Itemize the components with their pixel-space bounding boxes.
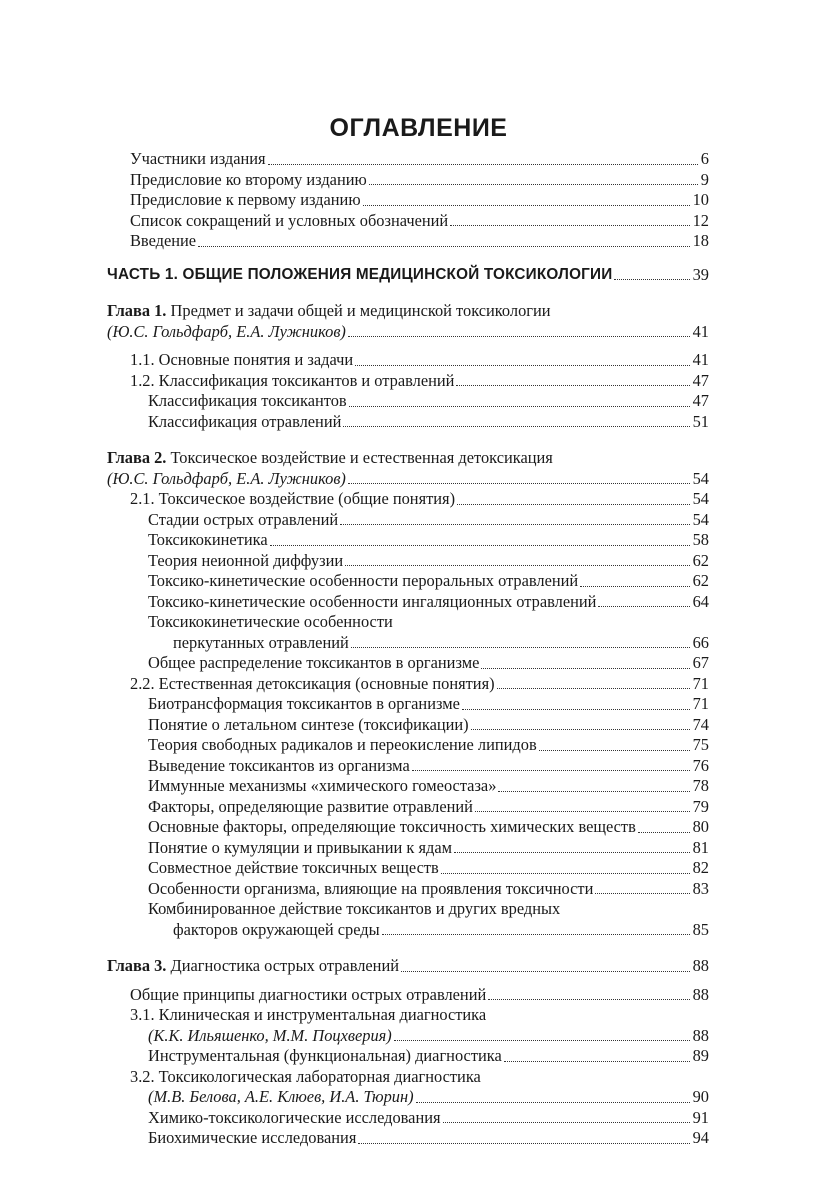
leader-dots [443, 1121, 690, 1123]
toc-entry[interactable]: Факторы, определяющие развитие отравлений 79 [148, 796, 709, 816]
toc-entry[interactable]: Биохимические исследования 94 [148, 1128, 709, 1147]
leader-dots [481, 667, 689, 669]
leader-dots [369, 183, 698, 185]
toc-entry[interactable]: Список сокращений и условных обозначений 12 [130, 210, 709, 230]
page-number: 88 [692, 956, 709, 975]
toc-entry[interactable]: Теория неионной диффузии 62 [148, 550, 709, 570]
page-number: 75 [692, 735, 709, 754]
toc-entry-line[interactable]: 3.1. Клиническая и инструментальная диагностика [130, 1005, 487, 1024]
toc-entry[interactable]: Стадии острых отравлений 54 [148, 509, 709, 529]
page-number: 41 [692, 350, 709, 369]
toc-entry[interactable]: Общие принципы диагностики острых отравлений 88 [130, 984, 709, 1004]
toc-chapter-heading[interactable]: Глава 2. Токсическое воздействие и естественная детоксикация [107, 448, 553, 467]
page-number: 9 [700, 169, 709, 189]
leader-dots [456, 384, 689, 386]
toc-entry[interactable]: Биотрансформация токсикантов в организме 71 [148, 694, 709, 713]
toc-entry[interactable]: (К.К. Ильяшенко, М.М. Поцхверия) 88 [148, 1025, 709, 1045]
toc-entry[interactable]: Основные факторы, определяющие токсичность химических веществ 80 [148, 817, 709, 836]
toc-entry[interactable]: Предисловие ко второму изданию 9 [130, 169, 709, 189]
page-number: 47 [692, 370, 709, 390]
page-number: 94 [692, 1128, 709, 1147]
leader-dots [401, 970, 690, 972]
leader-dots [497, 687, 690, 689]
toc-entry-line[interactable]: 3.2. Токсикологическая лабораторная диагностика [130, 1066, 481, 1086]
page-number: 71 [692, 694, 709, 713]
leader-dots [462, 708, 690, 710]
page-number: 90 [692, 1087, 709, 1106]
toc-entry[interactable]: Токсико-кинетические особенности ингаляционных отравлений 64 [148, 591, 709, 611]
leader-dots [340, 523, 689, 525]
toc-chapter-heading[interactable]: Глава 3. Диагностика острых отравлений 88 [107, 956, 709, 975]
page-number: 10 [692, 190, 709, 209]
toc-entry[interactable]: 1.2. Классификация токсикантов и отравлений 47 [130, 370, 709, 390]
toc-entry[interactable]: Совместное действие токсичных веществ 82 [148, 858, 709, 877]
leader-dots [595, 892, 689, 894]
page-number: 82 [692, 858, 709, 877]
leader-dots [539, 749, 690, 751]
toc-entry[interactable]: Особенности организма, влияющие на проявления токсичности 83 [148, 878, 709, 898]
leader-dots [416, 1101, 690, 1103]
leader-dots [358, 1142, 689, 1144]
leader-dots [343, 425, 689, 427]
toc-entry[interactable]: (М.В. Белова, А.Е. Клюев, И.А. Тюрин) 90 [148, 1087, 709, 1106]
toc-entry[interactable]: Химико-токсикологические исследования 91 [148, 1107, 709, 1127]
page-number: 41 [692, 321, 709, 341]
leader-dots [441, 872, 690, 874]
page-number: 18 [692, 231, 709, 250]
toc-entry-line[interactable]: Токсикокинетические особенности [148, 612, 393, 631]
toc-part-entry[interactable]: ЧАСТЬ 1. ОБЩИЕ ПОЛОЖЕНИЯ МЕДИЦИНСКОЙ ТОКСИКОЛОГИИ 39 [107, 264, 709, 284]
leader-dots [498, 790, 689, 792]
leader-dots [394, 1039, 690, 1041]
page-number: 78 [692, 776, 709, 795]
toc-entry[interactable]: перкутанных отравлений 66 [173, 632, 709, 652]
leader-dots [268, 163, 698, 165]
page-number: 83 [692, 878, 709, 898]
toc-entry-line[interactable]: Комбинированное действие токсикантов и других вредных [148, 899, 561, 918]
page-number: 67 [692, 653, 709, 672]
page-number: 71 [692, 673, 709, 693]
page-number: 89 [692, 1046, 709, 1065]
toc-entry[interactable]: (Ю.С. Гольдфарб, Е.А. Лужников) 54 [107, 468, 709, 488]
toc-entry[interactable]: Классификация токсикантов 47 [148, 391, 709, 410]
page-number: 74 [692, 714, 709, 734]
page-number: 12 [692, 210, 709, 230]
toc-entry[interactable]: Токсико-кинетические особенности пероральных отравлений 62 [148, 571, 709, 590]
page-number: 66 [692, 632, 709, 652]
leader-dots [454, 851, 690, 853]
page-number: 47 [692, 391, 709, 410]
toc-entry[interactable]: Токсикокинетика 58 [148, 530, 709, 549]
toc-entry[interactable]: Иммунные механизмы «химического гомеостаза» 78 [148, 776, 709, 795]
page-number: 81 [692, 837, 709, 857]
toc-entry[interactable]: Понятие о кумуляции и привыкании к ядам 81 [148, 837, 709, 857]
page-number: 88 [692, 1025, 709, 1045]
toc-entry[interactable]: 2.1. Токсическое воздействие (общие понятия) 54 [130, 489, 709, 508]
leader-dots [457, 503, 690, 505]
leader-dots [504, 1060, 690, 1062]
leader-dots [638, 831, 690, 833]
page-number: 91 [692, 1107, 709, 1127]
toc-entry[interactable]: 2.2. Естественная детоксикация (основные понятия) 71 [130, 673, 709, 693]
leader-dots [270, 544, 690, 546]
leader-dots [348, 335, 690, 337]
leader-dots [351, 646, 690, 648]
leader-dots [349, 405, 690, 407]
page-title: ОГЛАВЛЕНИЕ [329, 114, 508, 142]
page-number: 62 [692, 550, 709, 570]
toc-entry[interactable]: Теория свободных радикалов и переокисление липидов 75 [148, 735, 709, 754]
page-number: 6 [700, 149, 709, 168]
toc-chapter-heading[interactable]: Глава 1. Предмет и задачи общей и медицинской токсикологии [107, 301, 551, 320]
leader-dots [598, 605, 689, 607]
leader-dots [382, 933, 690, 935]
toc-entry[interactable]: Классификация отравлений 51 [148, 411, 709, 431]
toc-entry[interactable]: Участники издания 6 [130, 149, 709, 168]
toc-entry[interactable]: факторов окружающей среды 85 [173, 919, 709, 939]
leader-dots [471, 728, 690, 730]
leader-dots [198, 245, 690, 247]
leader-dots [363, 204, 690, 206]
page-number: 54 [692, 468, 709, 488]
page-number: 80 [692, 817, 709, 836]
page-number: 76 [692, 755, 709, 775]
leader-dots [355, 364, 690, 366]
toc-entry[interactable]: Общее распределение токсикантов в организме 67 [148, 653, 709, 672]
toc-entry[interactable]: Предисловие к первому изданию 10 [130, 190, 709, 209]
toc-entry[interactable]: (Ю.С. Гольдфарб, Е.А. Лужников) 41 [107, 321, 709, 341]
page-number: 51 [692, 411, 709, 431]
leader-dots [488, 998, 689, 1000]
page-number: 54 [692, 509, 709, 529]
toc-entry[interactable]: Инструментальная (функциональная) диагностика 89 [148, 1046, 709, 1065]
toc-entry[interactable]: Введение 18 [130, 231, 709, 250]
page-number: 62 [692, 571, 709, 590]
leader-dots [412, 769, 690, 771]
toc-entry[interactable]: 1.1. Основные понятия и задачи 41 [130, 350, 709, 369]
page-number: 58 [692, 530, 709, 549]
toc-entry[interactable]: Выведение токсикантов из организма 76 [148, 755, 709, 775]
toc-list [107, 149, 709, 1149]
page-number: 88 [692, 984, 709, 1004]
toc-entry[interactable]: Понятие о летальном синтезе (токсификации) 74 [148, 714, 709, 734]
page-number: 79 [692, 796, 709, 816]
leader-dots [345, 564, 689, 566]
page-number: 39 [692, 264, 709, 284]
leader-dots [614, 278, 689, 280]
page-number: 54 [692, 489, 709, 508]
page-number: 85 [692, 919, 709, 939]
leader-dots [450, 224, 689, 226]
leader-dots [348, 482, 690, 484]
page-number: 64 [692, 591, 709, 611]
leader-dots [580, 585, 689, 587]
leader-dots [475, 810, 690, 812]
